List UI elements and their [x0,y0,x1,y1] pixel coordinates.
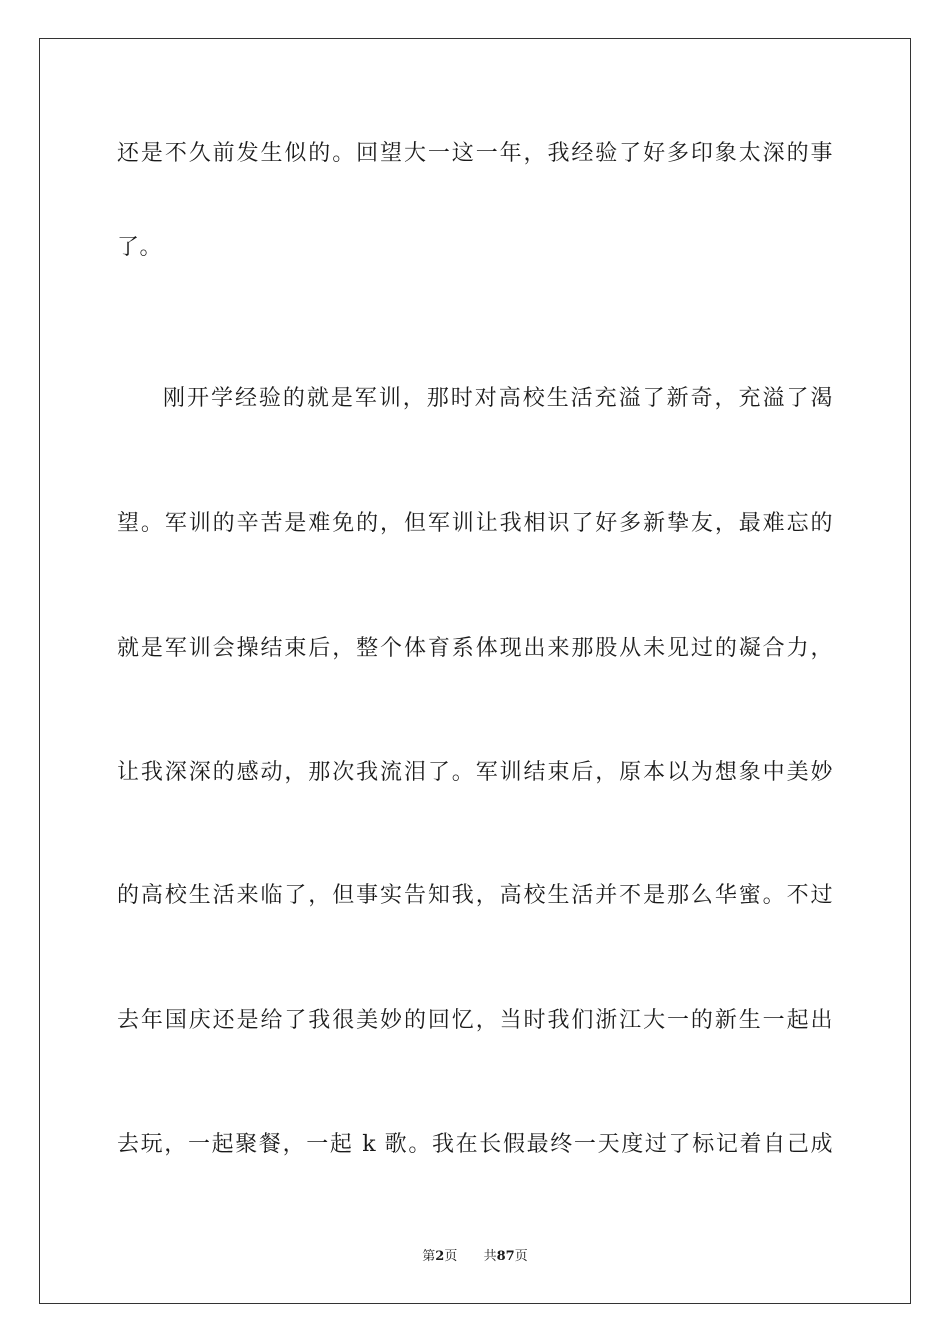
body-line-9: 去玩，一起聚餐，一起 k 歌。我在长假最终一天度过了标记着自己成 [117,1132,833,1157]
body-line-8: 去年国庆还是给了我很美妙的回忆，当时我们浙江大一的新生一起出 [117,1008,833,1033]
page-indicator: 第2页 [422,1249,458,1264]
body-line-4: 望。军训的辛苦是难免的，但军训让我相识了好多新挚友，最难忘的 [117,511,833,536]
body-line-5: 就是军训会操结束后，整个体育系体现出来那股从未见过的凝合力， [117,636,833,661]
page-footer [0,1248,950,1266]
body-line-3: 刚开学经验的就是军训，那时对高校生活充溢了新奇，充溢了渴 [163,386,833,411]
body-line-1: 还是不久前发生似的。回望大一这一年，我经验了好多印象太深的事 [117,141,833,166]
total-pages-indicator: 共87页 [483,1249,528,1264]
current-page-number: 2 [435,1249,445,1264]
total-page-number: 87 [496,1249,515,1264]
body-line-7: 的高校生活来临了，但事实告知我，高校生活并不是那么华蜜。不过 [117,883,833,908]
body-line-6: 让我深深的感动，那次我流泪了。军训结束后，原本以为想象中美妙 [117,760,833,785]
body-line-2: 了。 [117,235,163,260]
page-frame [39,38,911,1304]
